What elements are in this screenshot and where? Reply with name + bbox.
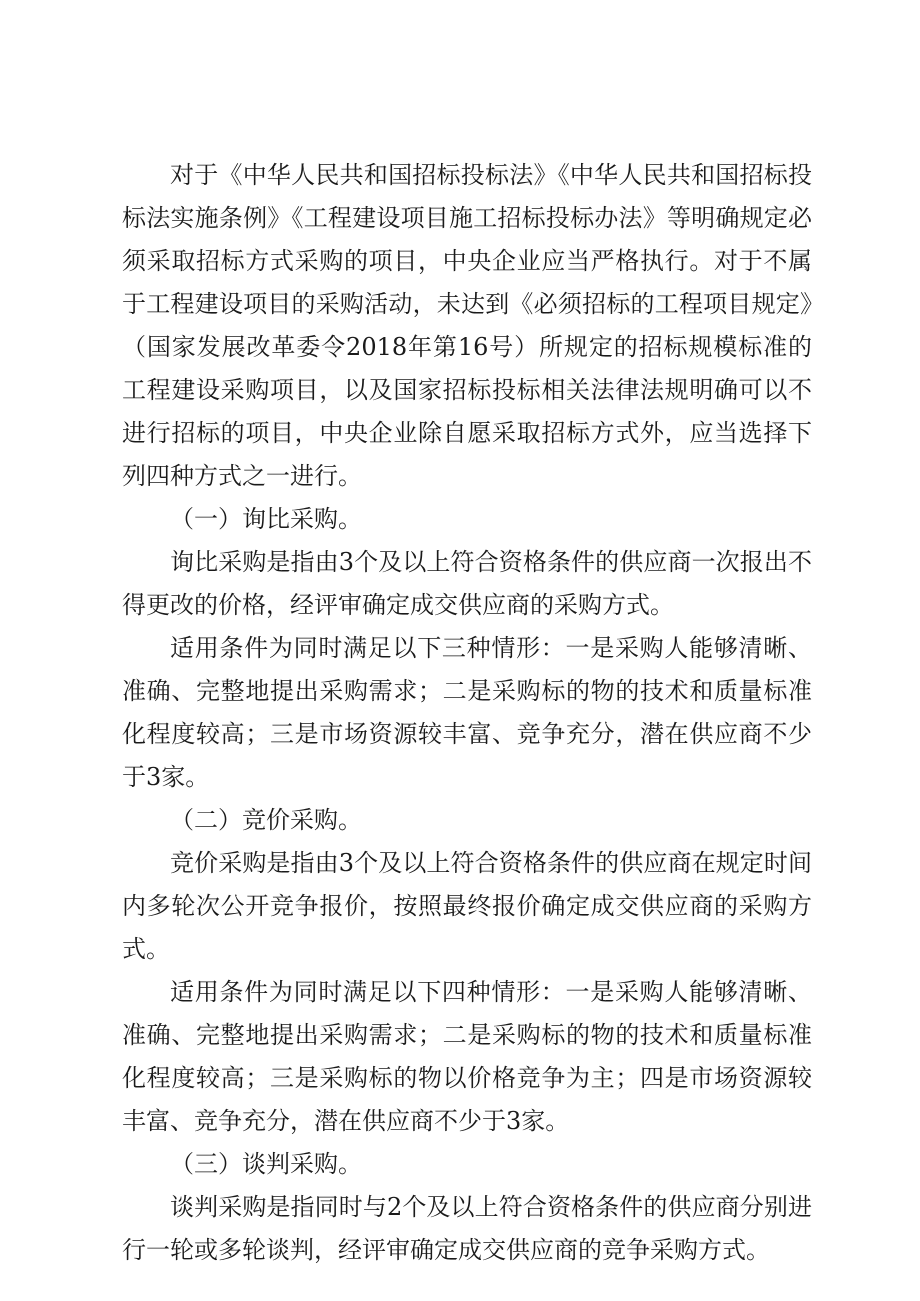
section-heading-bidding: （二）竞价采购。 xyxy=(170,806,362,834)
bidding-definition-paragraph: 竞价采购是指由3个及以上符合资格条件的供应商在规定时间内多轮次公开竞争报价，按照最终报价确定成交供应商的采购方式。 xyxy=(122,849,812,963)
document-body xyxy=(122,154,812,1272)
intro-paragraph: 对于《中华人民共和国招标投标法》《中华人民共和国招标投标法实施条例》《工程建设项目施工招标投标办法》等明确规定必须采取招标方式采购的项目，中央企业应当严格执行。对于不属于工程建设项目的采购活动，未达到《必须招标的工程项目规定》（国家发展改革委令2018年第16号）所规定的招标规模标准的工程建设采购项目，以及国家招标投标相关法律法规明确可以不进行招标的项目，中央企业除自愿采取招标方式外，应当选择下列四种方式之一进行。 xyxy=(122,161,812,490)
inquiry-definition-paragraph: 询比采购是指由3个及以上符合资格条件的供应商一次报出不得更改的价格，经评审确定成交供应商的采购方式。 xyxy=(122,548,812,619)
negotiation-definition-paragraph: 谈判采购是指同时与2个及以上符合资格条件的供应商分别进行一轮或多轮谈判，经评审确定成交供应商的竞争采购方式。 xyxy=(122,1193,812,1264)
section-heading-negotiation: （三）谈判采购。 xyxy=(170,1150,362,1178)
bidding-conditions-paragraph: 适用条件为同时满足以下四种情形：一是采购人能够清晰、准确、完整地提出采购需求；二是采购标的物的技术和质量标准化程度较高；三是采购标的物以价格竞争为主；四是市场资源较丰富、竞争充分，潜在供应商不少于3家。 xyxy=(122,978,812,1135)
inquiry-conditions-paragraph: 适用条件为同时满足以下三种情形：一是采购人能够清晰、准确、完整地提出采购需求；二是采购标的物的技术和质量标准化程度较高；三是市场资源较丰富、竞争充分，潜在供应商不少于3家。 xyxy=(122,634,812,791)
section-heading-inquiry: （一）询比采购。 xyxy=(170,505,362,533)
